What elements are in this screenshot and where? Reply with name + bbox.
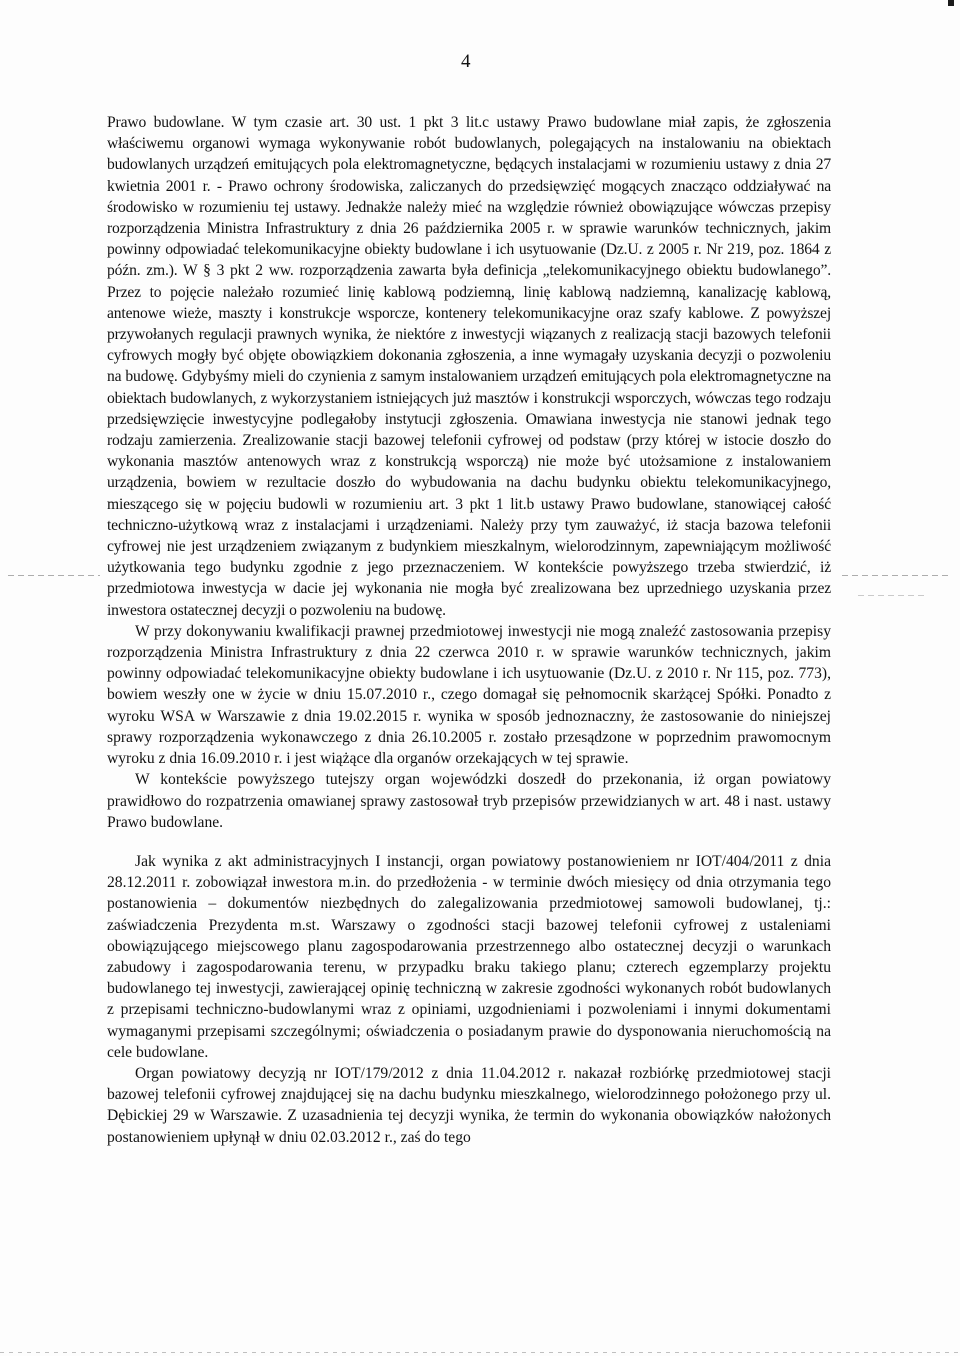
page-number: 4 xyxy=(461,51,471,72)
scan-bottom-mark xyxy=(0,1352,960,1353)
scan-edge-mark-right xyxy=(842,575,950,576)
paragraph-2: W przy dokonywaniu kwalifikacji prawnej przedmiotowej inwestycji nie mogą znaleźć zastosowania przepisy rozporządzenia Ministra Infrastruktury z dnia 22 czerwca 2010 r. w sprawie warunków technicznych, jakim powinny odpowiadać telekomunikacyjne obiekty budowlane i ich usytuowanie (Dz.U. z 2010 r. Nr 115, poz. 773), bowiem weszły one w życie w dniu 15.07.2010 r., czego domagał się pełnomocnik skarżącej Spółki. Ponadto z wyroku WSA w Warszawie z dnia 19.02.2015 r. wynika w sposób jednoznaczny, że zastosowanie do niniejszej sprawy rozporządzenia wykonawczego z dnia 26.10.2005 r. zostało przesądzone w poprzednim prawomocnym wyroku z dnia 16.09.2010 r. i jest wiążące dla organów orzekających w tej sprawie. xyxy=(107,622,831,768)
paragraph-3: W kontekście powyższego tutejszy organ wojewódzki doszedł do przekonania, iż organ powiatowy prawidłowo do rozpatrzenia omawianej sprawy zastosował tryb przepisów przewidzianych w art. 48 i nast. ustawy Prawo budowlane. xyxy=(107,771,831,831)
scan-edge-mark-right-secondary xyxy=(858,595,928,596)
scan-edge-mark-left xyxy=(8,575,100,576)
paragraph-5: Organ powiatowy decyzją nr IOT/179/2012 z dnia 11.04.2012 r. nakazał rozbiórkę przedmiotowej stacji bazowej telefonii cyfrowej znajdującej się na dachu budynku mieszkalnego, wielorodzinnego położonego przy ul. Dębickiej 29 w Warszawie. Z uzasadnienia tej decyzji wynika, że termin do wykonania obowiązków nałożonych postanowieniem upłynął w dniu 02.03.2012 r., zaś do tego xyxy=(107,1064,831,1146)
scan-corner-mark xyxy=(948,0,954,6)
document-body xyxy=(107,112,831,1148)
paragraph-1: Prawo budowlane. W tym czasie art. 30 ust. 1 pkt 3 lit.c ustawy Prawo budowlane miał zapis, że zgłoszenia właściwemu organowi wymaga wykonywanie robót budowlanych, polegających na instalowaniu na obiektach budowlanych urządzeń emitujących pola elektromagnetyczne, będących instalacjami w rozumieniu ustawy z dnia 27 kwietnia 2001 r. - Prawo ochrony środowiska, zaliczanych do przedsięwzięć mogących znacząco oddziaływać na środowisko w rozumieniu tej ustawy. Jednakże należy mieć na względzie również obowiązujące wówczas przepisy rozporządzenia Ministra Infrastruktury z dnia 26 października 2005 r. w sprawie warunków technicznych, jakim powinny odpowiadać telekomunikacyjne obiekty budowlane i ich usytuowanie (Dz.U. z 2005 r. Nr 219, poz. 1864 z późn. zm.). W § 3 pkt 2 ww. rozporządzenia zawarta była definicja „telekomunikacyjnego obiektu budowlanego”. Przez to pojęcie należało rozumieć linię kablową podziemną, linię kablową nadziemną, kanalizację kablową, antenowe wieże, maszty i konstrukcje wsporcze, kontenery telekomunikacyjne oraz szafy kablowe. Z powyższej przywołanych regulacji prawnych wynika, że niektóre z inwestycji wiązanych z realizacją stacji bazowych telefonii cyfrowych mogły być objęte obowiązkiem dokonania zgłoszenia, a inne wymagały uzyskania decyzji o pozwoleniu na budowę. Gdybyśmy mieli do czynienia z samym instalowaniem urządzeń emitujących pola elektromagnetyczne na obiektach budowlanych, z wykorzystaniem istniejących już masztów i konstrukcji wsporczych, wówczas tego rodzaju przedsięwzięcie inwestycyjne podlegałoby instytucji zgłoszenia. Omawiana inwestycja nie stanowi jednak tego rodzaju zamierzenia. Zrealizowanie stacji bazowej telefonii cyfrowej od podstaw (przy której w istocie doszło do wykonania masztów antenowych wraz z konstrukcją wsporczą) nie może być utożsamione z instalowaniem urządzenia, bowiem w rezultacie doszło do wybudowania na dachu budynku obiektu telekomunikacyjnego, mieszącego się w pojęciu budowli w rozumieniu art. 3 pkt 1 lit.b ustawy Prawo budowlane, stanowiącej całość techniczno-użytkową wraz z instalacjami i urządzeniami. Należy przy tym zauważyć, iż stacja bazowa telefonii cyfrowej nie jest urządzeniem związanym z budynkiem mieszkalnym, wielorodzinnym, zapewniającym możliwość użytkowania tego budynku zgodnie z jego przeznaczeniem. W kontekście powyższego trzeba stwierdzić, iż przedmiotowa inwestycja w dacie jej wykonania nie mogła być zrealizowana bez uprzedniego uzyskania przez inwestora ostatecznej decyzji o pozwoleniu na budowę. xyxy=(107,114,831,619)
paragraph-4: Jak wynika z akt administracyjnych I instancji, organ powiatowy postanowieniem nr IOT/404/2011 z dnia 28.12.2011 r. zobowiązał inwestora m.in. do przedłożenia - w terminie dwóch miesięcy od dnia otrzymania tego postanowienia – dokumentów niezbędnych do zalegalizowania przedmiotowej samowoli budowlanej, tj.: zaświadczenia Prezydenta m.st. Warszawy o zgodności stacji bazowej telefonii cyfrowej z ustaleniami obowiązującego miejscowego planu zagospodarowania przestrzennego albo ostatecznej decyzji o warunkach zabudowy i zagospodarowania terenu, w przypadku braku takiego planu; czterech egzemplarzy projektu budowlanego tej inwestycji, zawierającej opinię techniczną w zakresie zgodności wykonanych robót budowlanych z przepisami techniczno-budowlanymi wraz z opiniami, uzgodnieniami i pozwoleniami i innymi dokumentami wymaganymi przepisami szczególnymi; oświadczenia o posiadanym prawie do dysponowania nieruchomością na cele budowlane. xyxy=(107,852,831,1061)
